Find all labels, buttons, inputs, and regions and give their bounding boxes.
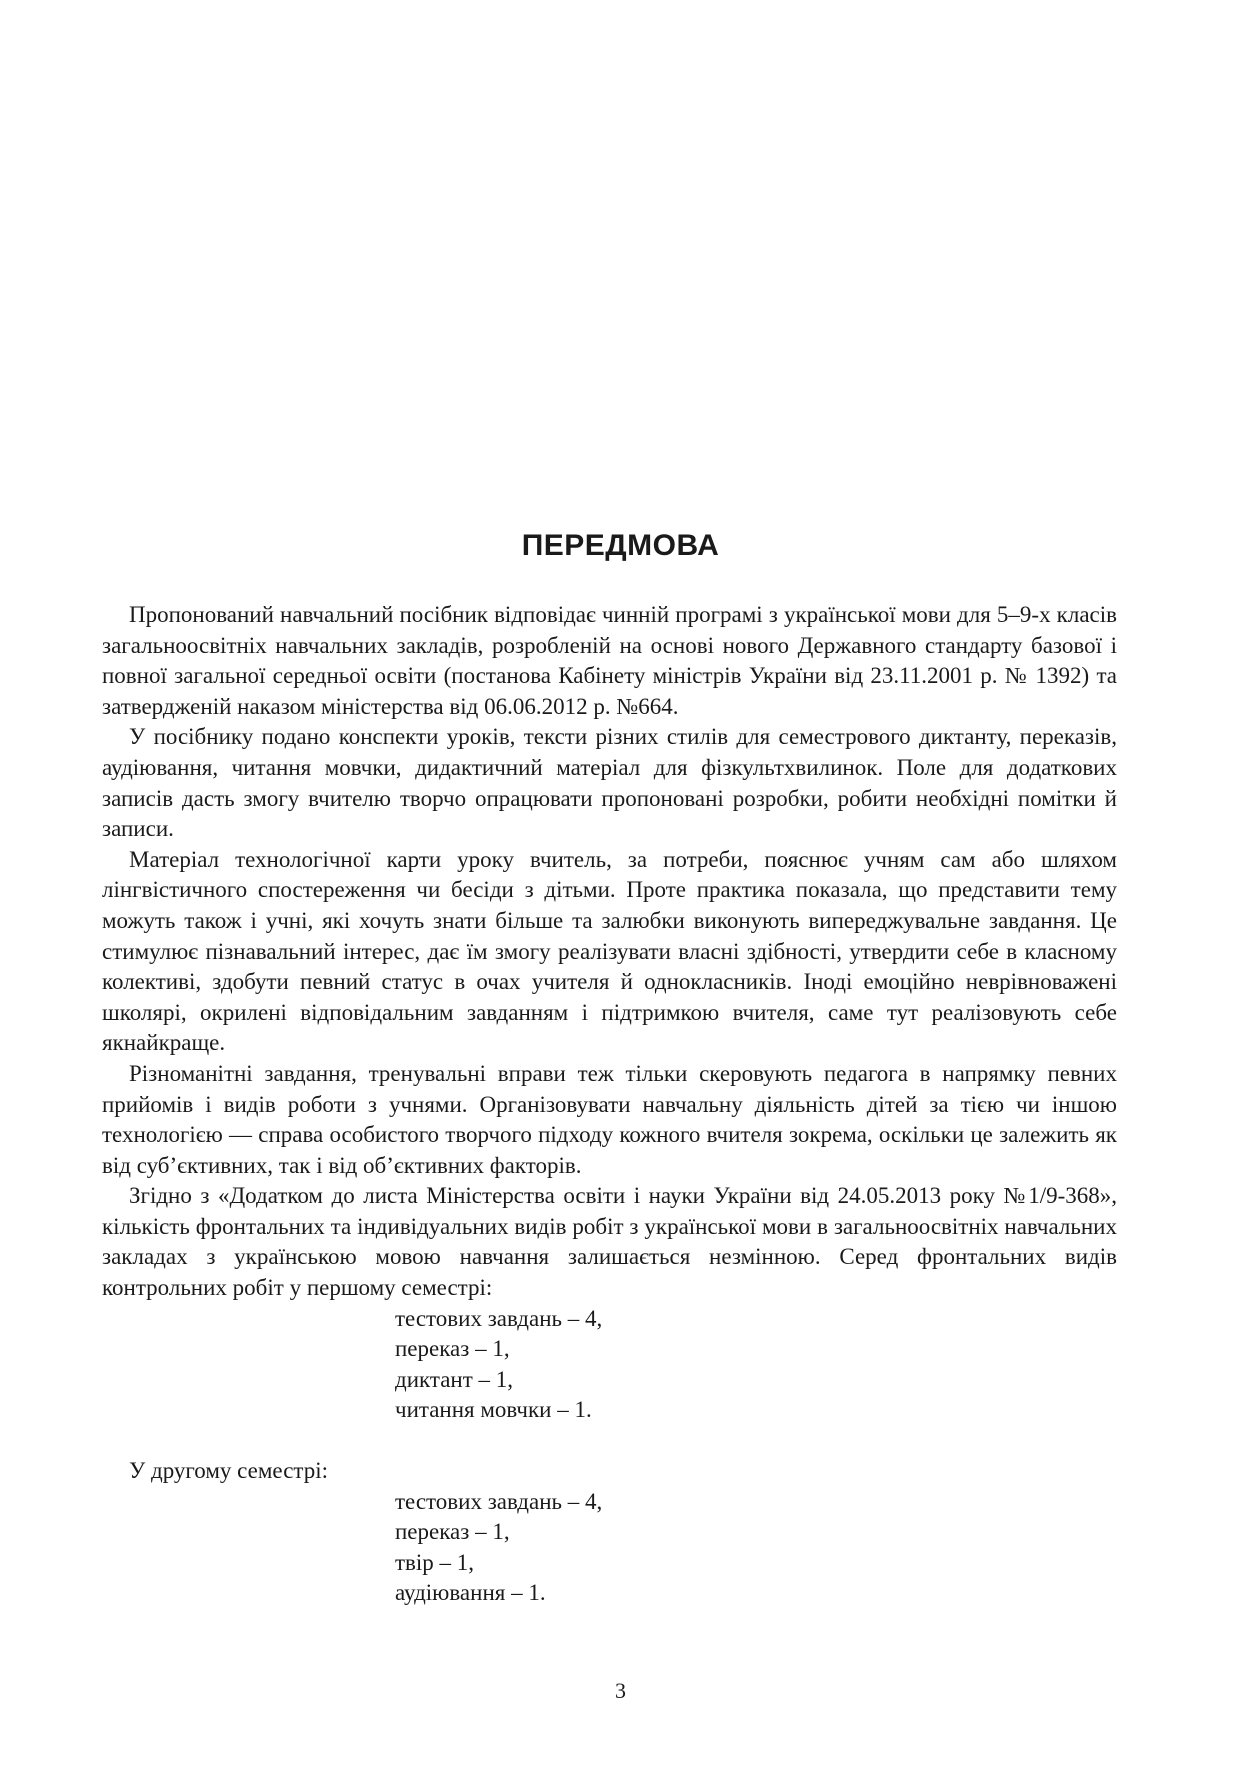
paragraph-4: Різноманітні завдання, тренувальні вправи теж тільки скеровують педагога в напрямку певних прийомів і видів роботи з учнями. Організовувати навчальну діяльність дітей за тією чи іншою технологією — справа особистого творчого підходу кожного вчителя зокрема, оскільки це залежить як від суб’єктивних, так і від об’єктивних факторів.	[102, 1060, 1117, 1178]
document-body	[102, 600, 1117, 1609]
list-item: переказ – 1,	[395, 1519, 510, 1545]
page-title: ПЕРЕДМОВА	[521, 529, 720, 562]
list-item: аудіювання – 1.	[395, 1580, 546, 1606]
paragraph-2: У посібнику подано конспекти уроків, тексти різних стилів для семестрового диктанту, переказів, аудіювання, читання мовчки, дидактичний матеріал для фізкультхвилинок. Поле для додаткових записів дасть змогу вчителю творчо опрацювати пропоновані розробки, робити необхідні помітки й записи.	[102, 724, 1117, 842]
paragraph-5: Згідно з «Додатком до листа Міністерства освіти і науки України від 24.05.2013 року №1/9-368», кількість фронтальних та індивідуальних видів робіт з української мови в загальноосвітніх навчальних закладах з українською мовою навчання залишається незмінною. Серед фронтальних видів контрольних робіт у першому семестрі:	[102, 1183, 1117, 1301]
list-item: читання мовчки – 1.	[395, 1397, 592, 1423]
list-item: диктант – 1,	[395, 1366, 514, 1392]
paragraph-3: Матеріал технологічної карти уроку вчитель, за потреби, пояснює учням сам або шляхом лінгвістичного спостереження чи бесіди з дітьми. Проте практика показала, що представити тему можуть також і учні, які хочуть знати більше та залюбки виконують випереджувальне завдання. Це стимулює пізнавальний інтерес, дає їм змогу реалізувати власні здібності, утвердити себе в класному колективі, здобути певний статус в очах учителя й однокласників. Іноді емоційно неврівноважені школярі, окрилені відповідальним завданням і підтримкою вчителя, саме тут реалізовують себе якнайкраще.	[102, 846, 1117, 1056]
semester-2-list	[102, 1487, 1117, 1609]
list-item: твір – 1,	[395, 1549, 475, 1575]
list-item: тестових завдань – 4,	[395, 1305, 603, 1331]
semester-2-label: У другому семестрі:	[129, 1458, 329, 1484]
spacer	[102, 1426, 1117, 1456]
paragraph-1: Пропонований навчальний посібник відповідає чинній програмі з української мови для 5–9-х класів загальноосвітніх навчальних закладів, розробленій на основі нового Державного стандарту базової і повної загальної середньої освіти (постанова Кабінету міністрів України від 23.11.2001 р. № 1392) та затвердженій наказом міністерства від 06.06.2012 р. №664.	[102, 602, 1117, 719]
list-item: переказ – 1,	[395, 1336, 510, 1362]
semester-1-list	[102, 1304, 1117, 1426]
list-item: тестових завдань – 4,	[395, 1488, 603, 1514]
page-number: 3	[615, 1678, 626, 1703]
